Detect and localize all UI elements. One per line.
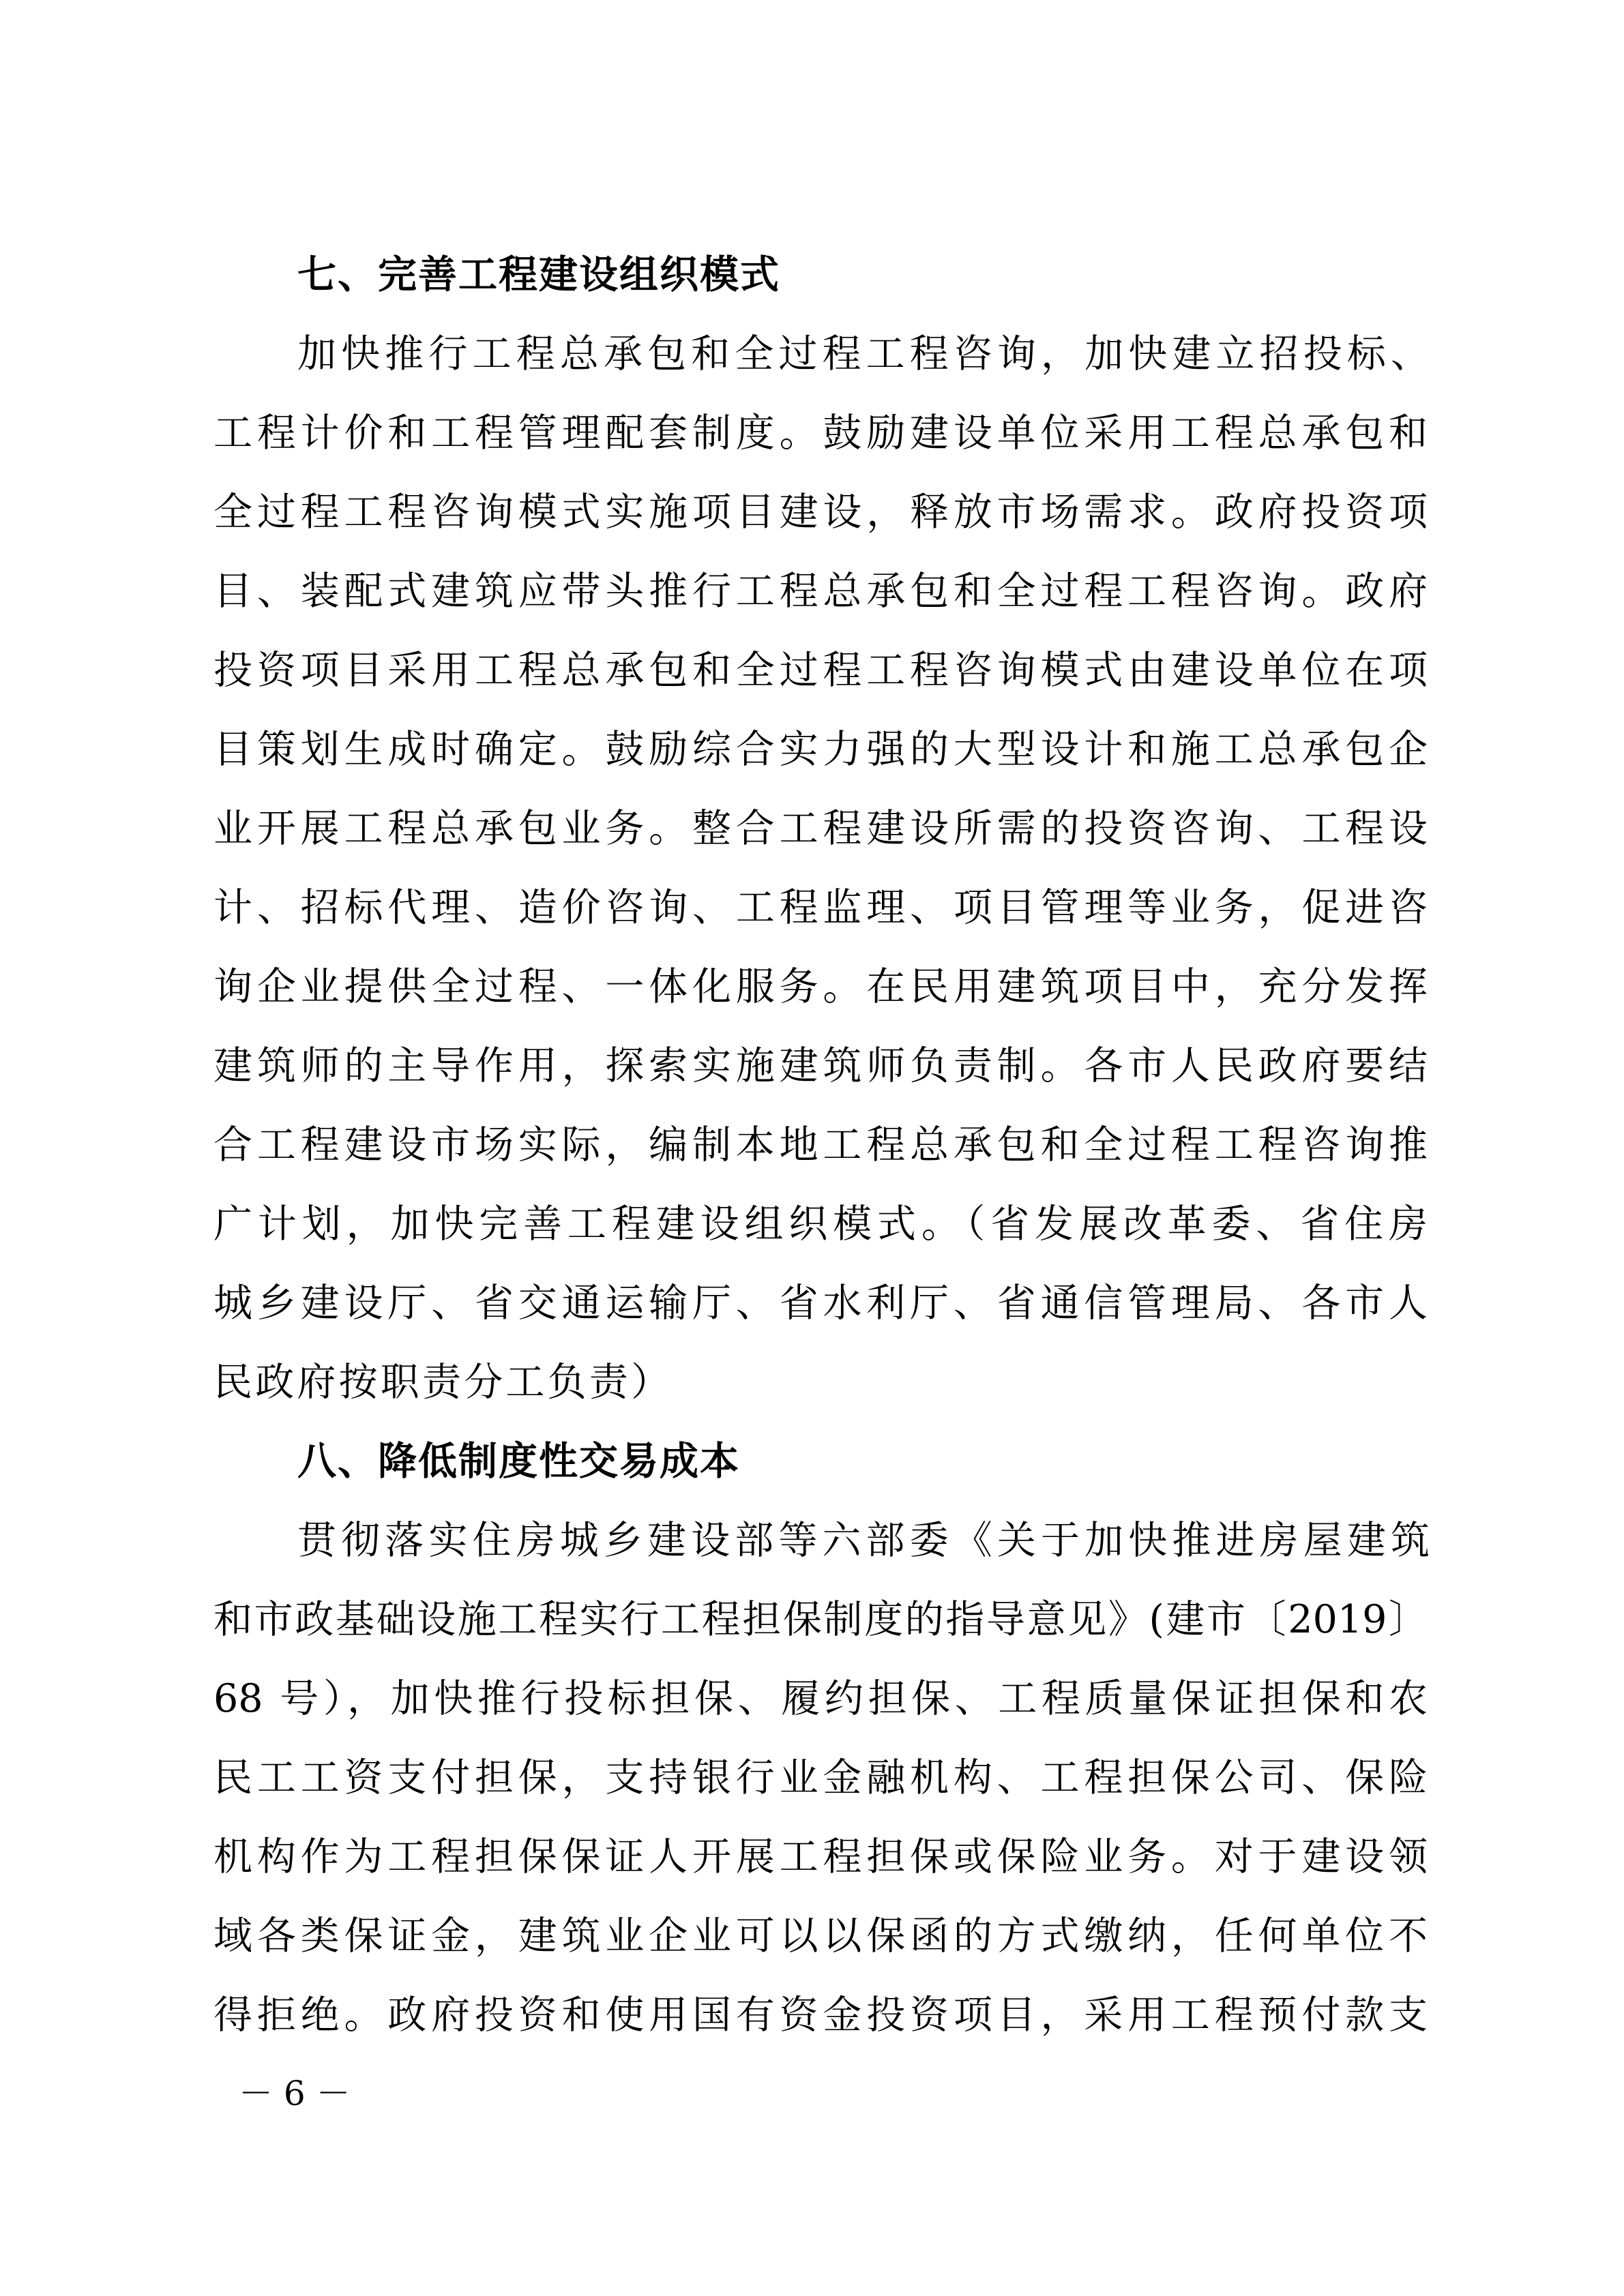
- paragraph-line: 工程计价和工程管理配套制度。鼓励建设单位采用工程总承包和: [213, 411, 1428, 456]
- paragraph-line: 目策划生成时确定。鼓励综合实力强的大型设计和施工总承包企: [213, 727, 1428, 772]
- page-number: － 6 －: [239, 2074, 351, 2113]
- paragraph-line: 询企业提供全过程、一体化服务。在民用建筑项目中，充分发挥: [213, 964, 1428, 1009]
- paragraph-line: 目、装配式建筑应带头推行工程总承包和全过程工程咨询。政府: [213, 569, 1428, 614]
- paragraph-line: 建筑师的主导作用，探索实施建筑师负责制。各市人民政府要结: [213, 1043, 1428, 1088]
- section-7-heading: 七、完善工程建设组织模式: [297, 252, 780, 297]
- paragraph-line: 合工程建设市场实际，编制本地工程总承包和全过程工程咨询推: [213, 1122, 1428, 1167]
- paragraph-line: 贯彻落实住房城乡建设部等六部委《关于加快推进房屋建筑: [297, 1518, 1430, 1563]
- paragraph-line: 业开展工程总承包业务。整合工程建设所需的投资咨询、工程设: [213, 806, 1428, 851]
- paragraph-line: 全过程工程咨询模式实施项目建设，释放市场需求。政府投资项: [213, 490, 1428, 535]
- paragraph-line: 加快推行工程总承包和全过程工程咨询，加快建立招投标、: [297, 331, 1430, 376]
- paragraph-line: 域各类保证金，建筑业企业可以以保函的方式缴纳，任何单位不: [213, 1913, 1428, 1958]
- paragraph-line: 68 号），加快推行投标担保、履约担保、工程质量保证担保和农: [213, 1676, 1428, 1721]
- paragraph-line: 城乡建设厅、省交通运输厅、省水利厅、省通信管理局、各市人: [213, 1281, 1428, 1326]
- section-8-heading: 八、降低制度性交易成本: [297, 1439, 740, 1484]
- paragraph-line: 广计划，加快完善工程建设组织模式。（省发展改革委、省住房: [213, 1202, 1428, 1247]
- paragraph-line: 和市政基础设施工程实行工程担保制度的指导意见》(建市〔2019〕: [213, 1597, 1428, 1642]
- paragraph-line: 民政府按职责分工负责）: [213, 1360, 673, 1405]
- paragraph-line: 得拒绝。政府投资和使用国有资金投资项目，采用工程预付款支: [213, 1993, 1428, 2038]
- paragraph-line: 计、招标代理、造价咨询、工程监理、项目管理等业务，促进咨: [213, 885, 1428, 930]
- paragraph-line: 民工工资支付担保，支持银行业金融机构、工程担保公司、保险: [213, 1755, 1428, 1800]
- paragraph-line: 机构作为工程担保保证人开展工程担保或保险业务。对于建设领: [213, 1834, 1428, 1879]
- paragraph-line: 投资项目采用工程总承包和全过程工程咨询模式由建设单位在项: [213, 648, 1428, 693]
